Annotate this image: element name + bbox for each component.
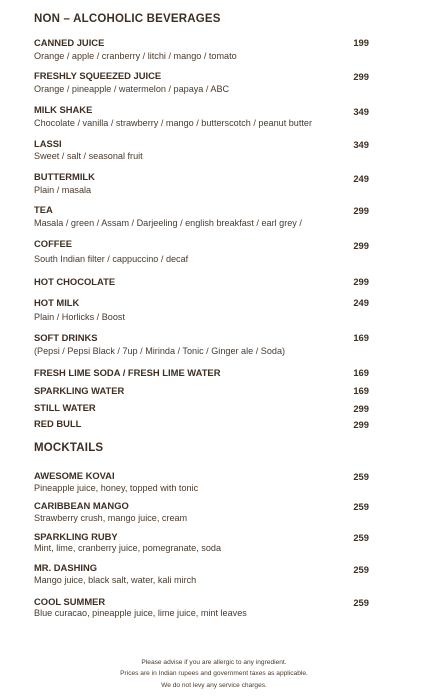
item-description: Plain / Horlicks / Boost [34,312,125,322]
item-name: BUTTERMILK [34,171,95,182]
item-name: SPARKLING RUBY [34,531,118,542]
item-name: SPARKLING WATER [34,385,125,396]
item-description: Plain / masala [34,185,92,195]
item-name: TEA [34,204,53,215]
item-description: South Indian filter / cappuccino / decaf [34,254,189,264]
item-price: 259 [353,564,369,575]
item-name: FRESH LIME SODA / FRESH LIME WATER [34,367,221,378]
item-price: 169 [353,385,369,396]
item-price: 169 [353,367,369,378]
item-description: Pineapple juice, honey, topped with tonic [34,483,199,493]
item-price: 299 [353,205,369,216]
footer-service-charge-note: We do not levy any service charges. [161,682,267,689]
section-title-non-alcoholic: NON – ALCOHOLIC BEVERAGES [34,13,221,25]
item-name: AWESOME KOVAI [34,470,115,481]
item-description: Strawberry crush, mango juice, cream [34,513,188,523]
footer-prices-note: Prices are in Indian rupees and government taxes as applicable. [120,670,308,677]
item-name: MR. DASHING [34,562,98,573]
item-name: COFFEE [34,238,73,249]
item-price: 249 [353,297,369,308]
footer-allergy-note: Please advise if you are allergic to any ingredient. [141,659,287,666]
item-description: Sweet / salt / seasonal fruit [34,151,143,161]
item-name: STILL WATER [34,402,96,413]
item-price: 259 [353,501,369,512]
item-price: 249 [353,173,369,184]
item-description: Chocolate / vanilla / strawberry / mango / butterscotch / peanut butter [34,118,313,128]
item-name: HOT MILK [34,297,80,308]
item-description: (Pepsi / Pepsi Black / 7up / Mirinda / Tonic / Ginger ale / Soda) [34,346,286,356]
item-price: 299 [353,419,369,430]
item-price: 299 [353,403,369,414]
item-price: 299 [353,276,369,287]
item-price: 349 [353,139,369,150]
item-price: 169 [353,332,369,343]
item-name: MILK SHAKE [34,104,93,115]
item-name: HOT CHOCOLATE [34,276,116,287]
item-price: 259 [353,597,369,608]
item-price: 199 [353,37,369,48]
item-price: 349 [353,106,369,117]
item-description: Mango juice, black salt, water, kali mirch [34,575,197,585]
item-description: Orange / pineapple / watermelon / papaya / ABC [34,84,230,94]
item-name: CANNED JUICE [34,37,105,48]
item-description: Mint, lime, cranberry juice, pomegranate, soda [34,543,222,553]
item-name: FRESHLY SQUEEZED JUICE [34,70,162,81]
item-name: COOL SUMMER [34,596,106,607]
item-name: SOFT DRINKS [34,332,98,343]
item-price: 259 [353,471,369,482]
item-name: RED BULL [34,418,82,429]
item-price: 299 [353,71,369,82]
item-name: CARIBBEAN MANGO [34,500,129,511]
item-price: 299 [353,240,369,251]
item-description: Orange / apple / cranberry / litchi / mango / tomato [34,51,237,61]
item-description: Masala / green / Assam / Darjeeling / english breakfast / earl grey / [34,218,302,228]
item-description: Blue curacao, pineapple juice, lime juice, mint leaves [34,608,247,618]
item-price: 259 [353,532,369,543]
section-title-mocktails: MOCKTAILS [34,442,104,454]
item-name: LASSI [34,138,62,149]
